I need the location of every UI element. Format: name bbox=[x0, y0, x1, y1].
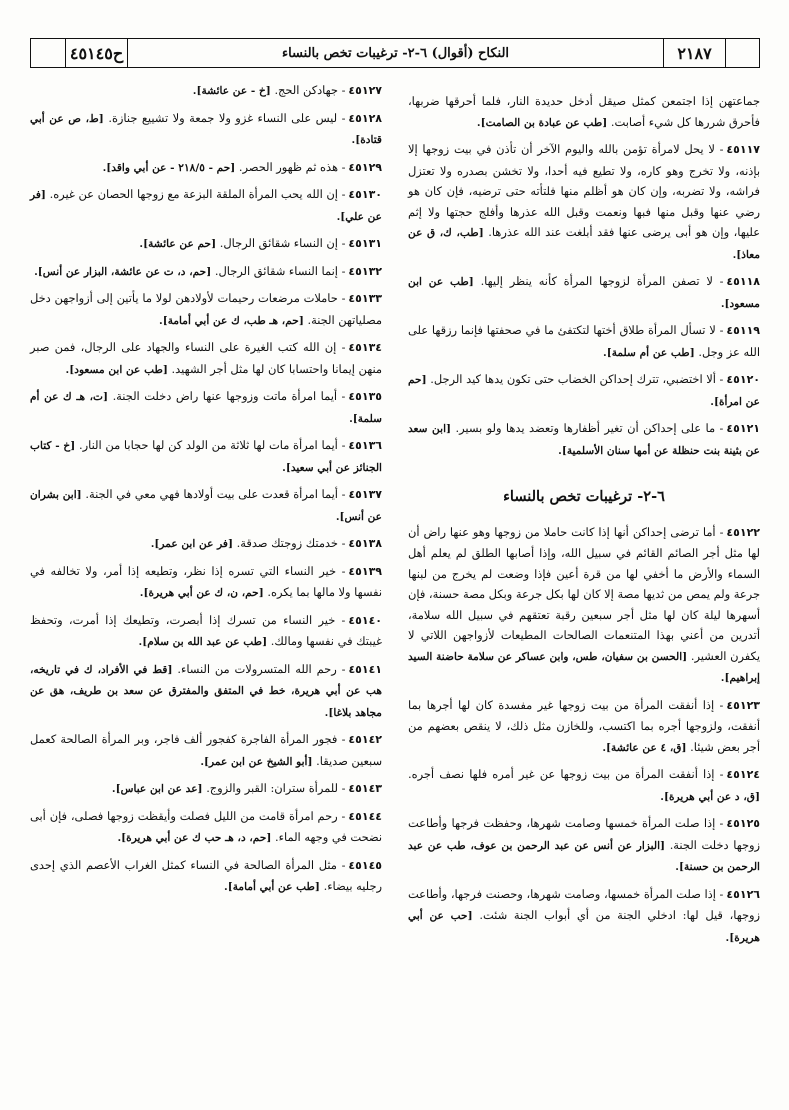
hadith-number: ٤٥١٢٨ bbox=[348, 111, 382, 125]
hadith-entry bbox=[30, 533, 382, 555]
hadith-entry bbox=[30, 610, 382, 653]
hadith-number: ٤٥١٤٠ bbox=[348, 613, 382, 627]
hadith-number: ٤٥١٢٤ bbox=[726, 768, 760, 782]
hadith-entry bbox=[30, 729, 382, 772]
hadith-number: ٤٥١٣٤ bbox=[348, 341, 382, 354]
hadith-source: [خ - عن عائشة]. bbox=[192, 85, 271, 97]
hadith-entry bbox=[30, 659, 382, 724]
hadith-number: ٤٥١٣١ bbox=[348, 237, 382, 250]
hadith-number: ٤٥١٤٢ bbox=[348, 733, 382, 746]
hadith-entry bbox=[408, 418, 760, 461]
hadith-text: - إذا صلت المرأة خمسها، وصامت شهرها، وحصنت فرجها، وأطاعت زوجها، قيل لها: ادخلي الجنة من أي أبواب الجنة شئت. bbox=[408, 886, 761, 923]
hadith-text: - إذا أنفقت المرأة من بيت زوجها عن غير أمره فلها نصف أجره. bbox=[408, 767, 724, 782]
hadith-source: [حم عن عائشة]. bbox=[139, 238, 217, 250]
running-title: النكاح (أقوال) ٦-٢- ترغيبات تخص بالنساء bbox=[127, 39, 663, 67]
hadith-number: ٤٥١٢١ bbox=[726, 422, 760, 436]
section-entries bbox=[408, 522, 760, 949]
left-entries bbox=[30, 80, 382, 898]
hadith-source: [ت، هـ ك عن أم سلمة]. bbox=[30, 391, 382, 425]
hadith-entry bbox=[30, 157, 382, 179]
hadith-text: - أيما امرأة مات لها ثلاثة من الولد كن لها حجابا من النار. bbox=[79, 438, 346, 452]
continuation-source: [طب عن عبادة بن الصامت]. bbox=[476, 116, 608, 129]
hadith-text: - للمرأة ستران: القبر والزوج. bbox=[206, 781, 346, 795]
hadith-source: [طب، ك، ق عن معاذ]. bbox=[408, 227, 760, 261]
hadith-entry bbox=[408, 139, 760, 265]
hadith-number: ٤٥١٢٢ bbox=[726, 525, 760, 539]
hadith-source: [أبو الشيخ عن ابن عمر]. bbox=[200, 755, 313, 768]
hadith-number: ٤٥١٤١ bbox=[348, 662, 383, 676]
hadith-text: - رحم امرأة قامت من الليل فصلت وأيقظت زوجها فصلى، فإن أبى نضحت في وجهه الماء. bbox=[30, 808, 382, 844]
hadith-text: - خير النساء من تسرك إذا أبصرت، وتطيعك إذا أمرت، وتحفظ غيبتك في نفسها ومالك. bbox=[30, 612, 382, 648]
hadith-entry bbox=[408, 369, 760, 412]
hadith-source: [حم، هـ طب، ك عن أبي أمامة]. bbox=[159, 314, 304, 327]
hadith-entry bbox=[30, 337, 382, 380]
hadith-entry bbox=[30, 184, 382, 227]
hadith-entry bbox=[30, 806, 382, 849]
hadith-source: [ابن بشران عن أنس]. bbox=[30, 489, 382, 523]
hadith-entry bbox=[408, 522, 760, 689]
continuation-paragraph bbox=[408, 91, 760, 133]
left-column bbox=[30, 80, 382, 904]
hadith-text: - أما ترضى إحداكن أنها إذا كانت حاملا من زوجها وهو عنها راض أن لها مثل أجر الصائم القائم في سبيل الله، وإذا أصابها الطلق لم يعلم أهل السماء والأرض ما أخفي لها من قرة أعين فإذا وضعت لم يخرج من لبنها جرعة ولم يمص من ثديها مصة إلا كان لها بكل جرعة وبكل مصة حسنة، فإن أسهرها ليلة كان لها مثل أجر سبعين رقبة تعتقهم في سبيل الله سلامة، أتدرين من أعني بهذا المتنعمات الصالحات المطيعات لأزواجهن اللاتي لا يكفرن العشير. bbox=[408, 524, 760, 663]
hadith-source: [فر عن ابن عمر]. bbox=[150, 538, 234, 550]
hadith-source: [طب عن أم سلمة]. bbox=[603, 346, 695, 359]
hadith-number: ٤٥١٢٣ bbox=[726, 698, 760, 712]
hadith-number: ٤٥١٣٥ bbox=[348, 390, 382, 403]
hadith-text: - إن الله يحب المرأة الملقة البزعة مع زوجها الحصان عن غيره. bbox=[49, 187, 346, 201]
hadith-source: [البزار عن أنس عن عبد الرحمن بن عوف، طب عن عبد الرحمن بن حسنة]. bbox=[408, 839, 760, 874]
header-box-right bbox=[725, 39, 759, 67]
hadith-text: - ما على إحداكن أن تغير أظفارها وتعضد يدها ولو بسير. bbox=[455, 421, 724, 436]
hadith-text: - فجور المرأة الفاجرة كفجور ألف فاجر، وبر المرأة الصالحة كعمل سبعين صديقا. bbox=[30, 732, 382, 768]
hadith-source: [حب عن أبي هريرة]. bbox=[408, 910, 760, 944]
hadith-number: ٤٥١٢٠ bbox=[726, 373, 760, 387]
hadith-source: [طب عن ابن مسعود]. bbox=[65, 363, 168, 376]
hadith-entry bbox=[408, 320, 760, 363]
hadith-source: [ابن سعد عن بثينة بنت حنظلة عن أمها سنان الأسلمية]. bbox=[408, 423, 760, 457]
hadith-entry bbox=[30, 386, 382, 429]
hadith-number: ٤٥١٣٠ bbox=[348, 188, 382, 201]
hadith-entry bbox=[408, 813, 760, 878]
running-header bbox=[30, 38, 760, 68]
hadith-entry bbox=[408, 695, 760, 759]
hadith-entry bbox=[30, 80, 382, 102]
hadith-source: [قط في الأفراد، ك في تاريخه، هب عن أبي هريرة، خط في المتفق والمفترق عن سعد بن طريف، هق عن مجاهد بلاغا]. bbox=[30, 663, 382, 719]
hadith-source: [خ - كتاب الجنائز عن أبي سعيد]. bbox=[30, 440, 382, 474]
hadith-number: ٤٥١٢٥ bbox=[726, 817, 760, 831]
hadith-source: [ق، د عن أبي هريرة]. bbox=[660, 790, 760, 803]
hadith-source: [طب عن عبد الله بن سلام]. bbox=[138, 636, 268, 648]
hadith-number: ٤٥١٤٥ bbox=[348, 858, 382, 872]
hadith-number: ٤٥١٢٦ bbox=[726, 887, 760, 901]
hadith-source: [طب عن ابن مسعود]. bbox=[408, 276, 760, 310]
hadith-text: - هذه ثم ظهور الحصر. bbox=[238, 159, 346, 174]
hadith-text: - جهادكن الحج. bbox=[274, 83, 346, 97]
header-box-left bbox=[31, 39, 65, 67]
hadith-number: ٤٥١٢٩ bbox=[348, 160, 382, 174]
hadith-entry bbox=[30, 233, 382, 255]
hadith-entry bbox=[408, 764, 760, 807]
hadith-entry bbox=[30, 484, 382, 527]
hadith-entry bbox=[30, 108, 382, 151]
hadith-number: ٤٥١٣٨ bbox=[348, 537, 382, 550]
hadith-text: - ألا اختضبي، تترك إحداكن الخضاب حتى تكون يدها كيد الرجل. bbox=[430, 372, 724, 387]
hadith-text: - إنما النساء شقائق الرجال. bbox=[214, 263, 346, 278]
hadith-entry bbox=[30, 561, 382, 604]
hadith-entry bbox=[30, 778, 382, 800]
hadith-source: [حم، ن، ك عن أبي هريرة]. bbox=[139, 587, 264, 599]
hadith-text: - إن الله كتب الغيرة على النساء والجهاد على الرجال، فمن صبر منهن إيمانا واحتسابا كان لها مثل أجر الشهيد. bbox=[30, 340, 382, 376]
hadith-source: [ق، ٤ عن عائشة]. bbox=[602, 741, 687, 754]
hadith-source: [حم عن امرأة]. bbox=[408, 374, 760, 408]
hadith-number: ٤٥١٣٣ bbox=[348, 292, 382, 305]
hadith-number: ٤٥١١٩ bbox=[726, 324, 760, 338]
continuation-text: جماعتهن إذا اجتمعن كمثل صيقل أدخل حديدة النار، فلما أحرقها ضربها، فأحرق شررها كل شيء أصابت. bbox=[408, 94, 760, 129]
page bbox=[30, 38, 760, 1093]
hadith-number: ٤٥١١٧ bbox=[726, 143, 760, 157]
hadith-number: ٤٥١١٨ bbox=[726, 275, 760, 289]
hadith-text: - حاملات مرضعات رحيمات لأولادهن لولا ما يأتين إلى أزواجهن دخل مصلياتهن الجنة. bbox=[30, 291, 382, 327]
hadith-entry bbox=[30, 261, 382, 283]
hadith-source: [حم - ٢١٨/٥ - عن أبي واقد]. bbox=[102, 161, 236, 174]
hadith-text: - أيما امرأة ماتت وزوجها عنها راض دخلت الجنة. bbox=[112, 389, 346, 403]
hadith-entry bbox=[408, 271, 760, 314]
hadith-source: [الحسن بن سفيان، طس، وابن عساكر عن سلامة حاضنة السيد إبراهيم]. bbox=[408, 650, 760, 685]
hadith-text: - خير النساء التي تسره إذا نظر، وتطيعه إذا أمر، ولا تخالفه في نفسها ولا مالها بما يكره. bbox=[30, 563, 382, 599]
hadith-source: [فر عن علي]. bbox=[30, 189, 382, 223]
hadith-text: - مثل المرأة الصالحة في النساء كمثل الغراب الأعصم الذي إحدى رجليه بيضاء. bbox=[30, 857, 382, 893]
hadith-text: - لا يحل لامرأة تؤمن بالله واليوم الآخر أن تأذن في بيت زوجها إلا بإذنه، ولا تخرج وهو كاره، ولا تطيع فيه أحدا، ولا تخشن بصدره ولا تعتزل فراشه، ولا تضربه، وإن كان هو أظلم منها فلتأته حتى ترضيه، فإن كان هو رضي عنها وقبل منها فبها ونعمت وقبل الله عذرها وأفلج حجتها ولا إثم عليها، وإن هو أبى يرضى عنها فقد أبلغت عند الله عذرها. bbox=[408, 142, 760, 240]
hadith-text: - رحم الله المتسرولات من النساء. bbox=[177, 661, 346, 676]
hadith-text: - إن النساء شقائق الرجال. bbox=[219, 236, 346, 250]
hadith-range: ح٤٥١٤٥ bbox=[65, 39, 127, 67]
hadith-number: ٤٥١٤٣ bbox=[348, 782, 382, 795]
hadith-number: ٤٥١٤٤ bbox=[348, 809, 382, 823]
right-entries bbox=[408, 139, 760, 461]
hadith-entry bbox=[408, 884, 760, 949]
hadith-text: - إذا صلت المرأة خمسها وصامت شهرها، وحفظت فرجها وأطاعت زوجها دخلت الجنة. bbox=[408, 816, 760, 852]
hadith-number: ٤٥١٣٢ bbox=[348, 264, 382, 278]
hadith-text: - خدمتك زوجتك صدقة. bbox=[236, 536, 346, 550]
hadith-text: - لا تصفن المرأة لزوجها المرأة كأنه ينظر إليها. bbox=[480, 274, 724, 289]
hadith-number: ٤٥١٢٧ bbox=[348, 84, 382, 97]
hadith-text: - إذا أنفقت المرأة من بيت زوجها غير مفسدة كان لها أجرها بما أنفقت، ولزوجها أجره بما اكتسب، وللخازن مثل ذلك، لا ينقص بعضهم من أجر بعض شيئا. bbox=[408, 697, 760, 754]
hadith-number: ٤٥١٣٦ bbox=[348, 439, 382, 452]
hadith-source: [طب عن أبي أمامة]. bbox=[224, 881, 320, 893]
hadith-text: - لا تسأل المرأة طلاق أختها لتكتفئ ما في صحفتها فإنما رزقها على الله عز وجل. bbox=[408, 323, 760, 359]
hadith-text: - ليس على النساء غزو ولا جمعة ولا تشييع جنازة. bbox=[108, 110, 346, 125]
hadith-number: ٤٥١٣٩ bbox=[348, 564, 382, 578]
hadith-entry bbox=[30, 435, 382, 478]
hadith-source: [عد عن ابن عباس]. bbox=[111, 783, 203, 795]
page-number: ٢١٨٧ bbox=[663, 39, 725, 67]
hadith-source: [ط، ص عن أبي قتادة]. bbox=[30, 112, 382, 146]
right-column bbox=[408, 80, 760, 954]
hadith-source: [حم، د، هـ حب ك عن أبي هريرة]. bbox=[117, 832, 272, 844]
hadith-entry bbox=[30, 288, 382, 331]
section-title: ٦-٢- ترغيبات تخص بالنساء bbox=[503, 488, 665, 506]
hadith-number: ٤٥١٣٧ bbox=[348, 488, 383, 501]
hadith-entry bbox=[30, 855, 382, 898]
hadith-text: - أيما امرأة قعدت على بيت أولادها فهي معي في الجنة. bbox=[85, 487, 346, 501]
hadith-source: [حم، د، ت عن عائشة، البزار عن أنس]. bbox=[34, 265, 212, 278]
